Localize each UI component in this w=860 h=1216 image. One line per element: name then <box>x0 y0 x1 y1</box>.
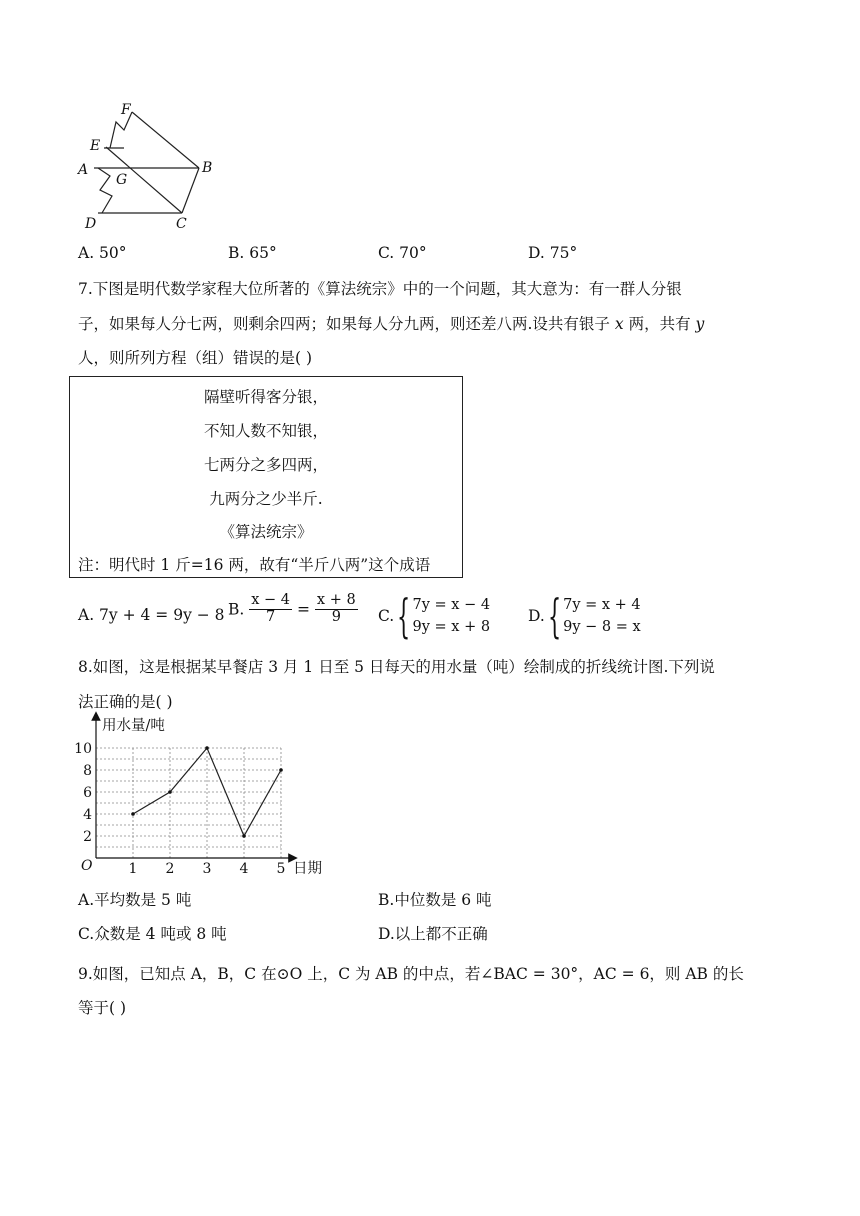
q7-stem-line2-text-a: 子，如果每人分七两，则剩余四两；如果每人分九两，则还差八两.设共有银子 <box>78 315 610 333</box>
q7-option-c-row1: 7y = x − 4 <box>412 596 491 613</box>
y-tick-label: 4 <box>83 807 92 823</box>
chart-axes <box>96 716 293 858</box>
y-tick-label: 2 <box>83 829 92 845</box>
q8-option-c[interactable]: C.众数是 4 吨或 8 吨 <box>78 925 227 943</box>
q9-stem-line1: 9.如图，已知点 A，B，C 在⊙O 上，C 为 AB 的中点，若∠BAC = 30°，AC = 6，则 AB 的长 <box>78 965 744 983</box>
label-B: B <box>202 160 213 176</box>
poem-source: 《算法统宗》 <box>219 523 313 541</box>
q7-option-d[interactable] <box>528 589 641 643</box>
poem-line-3: 七两分之多四两， <box>203 456 328 474</box>
q9-stem-line2: 等于( ) <box>78 999 127 1017</box>
fraction-right-numerator: x + 8 <box>316 592 356 608</box>
chart-y-axis-label: 用水量/吨 <box>102 718 165 734</box>
x-tick-label: 4 <box>239 861 249 877</box>
geometry-figure-q6 <box>76 100 226 235</box>
q7-var-y: y <box>695 315 705 333</box>
label-E: E <box>90 138 101 154</box>
y-tick-label: 10 <box>74 741 92 757</box>
poem-line-1: 隔壁听得客分银， <box>203 388 328 406</box>
x-tick-label: 3 <box>202 861 212 877</box>
brace-icon: { <box>397 589 411 643</box>
q8-option-b[interactable]: B.中位数是 6 吨 <box>378 891 492 909</box>
y-tick-label: 8 <box>83 763 92 779</box>
q6-option-a[interactable]: A. 50° <box>78 244 127 262</box>
chart-grid <box>96 748 281 858</box>
poem-box <box>69 376 463 578</box>
data-point <box>242 834 246 838</box>
water-usage-line-chart <box>76 712 336 882</box>
brace-icon: { <box>547 589 562 643</box>
q6-option-d[interactable]: D. 75° <box>528 244 578 262</box>
label-G: G <box>116 172 128 188</box>
poem-line-4: 九两分之少半斤. <box>209 490 323 508</box>
x-tick-label: 5 <box>276 861 286 877</box>
fraction-right <box>315 593 358 626</box>
q7-stem-line1: 7.下图是明代数学家程大位所著的《算法统宗》中的一个问题，其大意为：有一群人分银 <box>78 280 682 298</box>
fraction-left <box>249 593 292 626</box>
label-A: A <box>78 162 89 178</box>
data-point <box>168 790 172 794</box>
fraction-left-denominator: 7 <box>266 608 276 625</box>
data-point <box>131 812 135 816</box>
poem-line-2: 不知人数不知银， <box>203 422 328 440</box>
q8-option-a[interactable]: A.平均数是 5 吨 <box>78 891 192 909</box>
label-D: D <box>85 216 97 232</box>
q7-option-a[interactable]: A. 7y + 4 = 9y − 8 <box>78 606 225 624</box>
y-tick-label: 6 <box>83 785 92 801</box>
fraction-right-denominator: 9 <box>331 608 341 625</box>
fraction-left-numerator: x − 4 <box>251 592 291 608</box>
chart-origin-label: O <box>81 858 93 874</box>
q7-option-d-label: D. <box>528 607 545 625</box>
q7-stem-line2-text-b: 两，共有 <box>628 315 691 333</box>
label-C: C <box>176 216 187 232</box>
label-F: F <box>121 102 131 118</box>
x-tick-label: 2 <box>165 861 175 877</box>
q7-var-x: x <box>614 315 624 333</box>
q7-option-d-row1: 7y = x + 4 <box>563 596 641 613</box>
chart-x-axis-label: 日期 <box>293 861 322 877</box>
q7-option-c-row2: 9y = x + 8 <box>412 619 491 635</box>
q7-option-c-label: C. <box>378 607 395 625</box>
q6-option-b[interactable]: B. 65° <box>228 244 277 262</box>
q7-option-b-label: B. <box>228 600 245 619</box>
q8-stem-line2: 法正确的是( ) <box>78 693 173 711</box>
q7-option-b[interactable] <box>228 593 358 626</box>
data-point <box>205 746 209 750</box>
fraction-equals: = <box>296 600 310 619</box>
q7-option-d-row2: 9y − 8 = x <box>563 619 641 635</box>
data-point <box>279 768 283 772</box>
chart-tick-labels <box>74 741 285 877</box>
q8-stem-line1: 8.如图，这是根据某早餐店 3 月 1 日至 5 日每天的用水量（吨）绘制成的折线统计图.下列说 <box>78 658 715 676</box>
poem-note: 注：明代时 1 斤=16 两，故有“半斤八两”这个成语 <box>78 556 431 574</box>
q6-option-c[interactable]: C. 70° <box>378 244 427 262</box>
q7-option-c[interactable] <box>378 589 491 643</box>
q7-stem-line3: 人，则所列方程（组）错误的是( ) <box>78 349 313 367</box>
q8-option-d[interactable]: D.以上都不正确 <box>378 925 488 943</box>
x-tick-label: 1 <box>128 861 138 877</box>
q7-stem-line2 <box>78 312 704 334</box>
